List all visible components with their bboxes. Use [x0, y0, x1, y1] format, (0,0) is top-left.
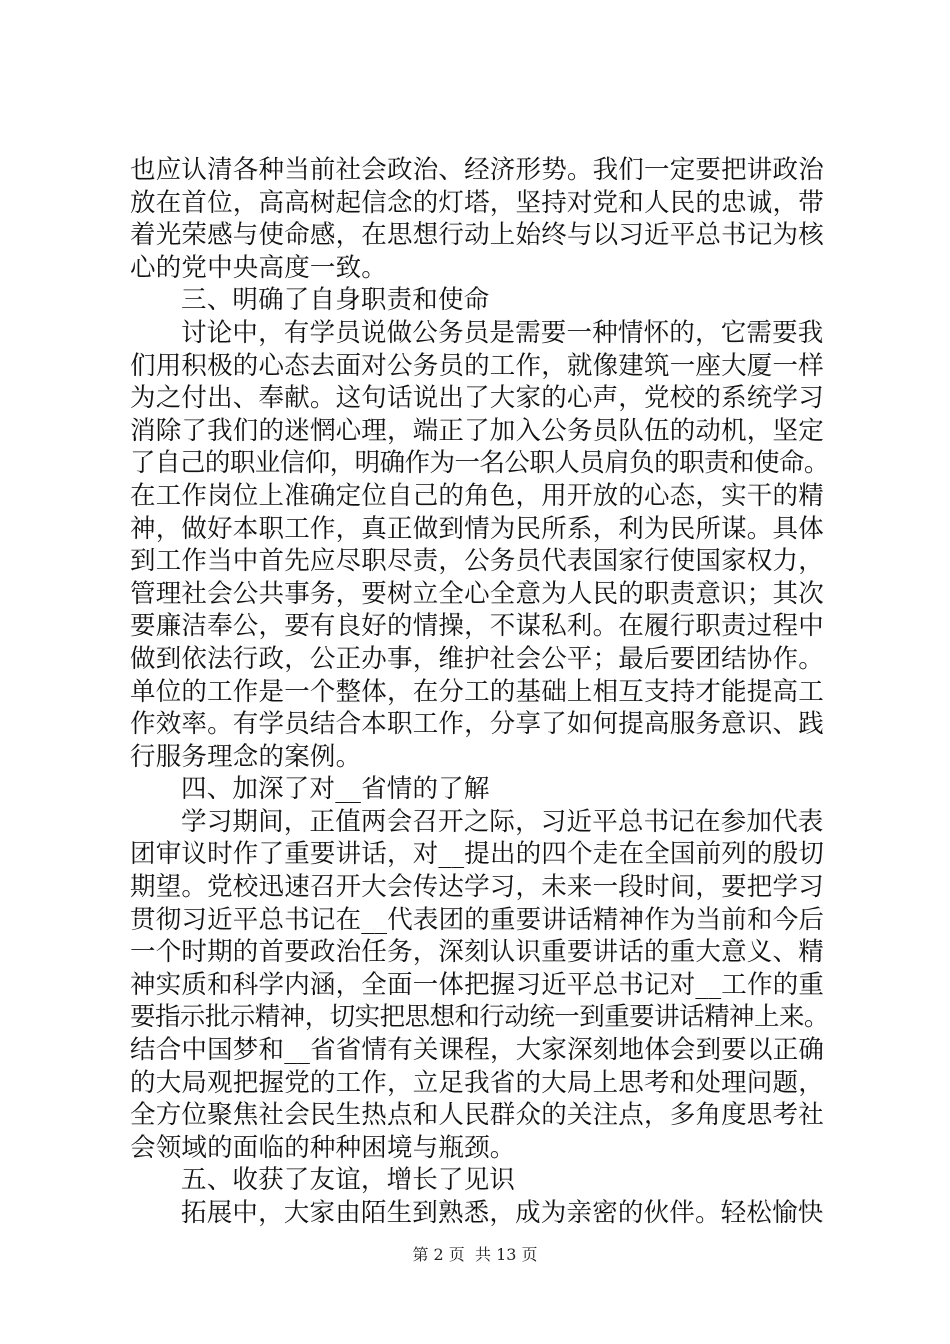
text-line: 为之付出、奉献。这句话说出了大家的心声，党校的系统学习: [130, 383, 824, 414]
text-line: 行服务理念的案例。: [130, 741, 362, 772]
section-heading: 四、加深了对__省情的了解: [181, 774, 490, 805]
text-line: 拓展中，大家由陌生到熟悉，成为亲密的伙伴。轻松愉快: [181, 1198, 824, 1228]
page-footer: [0, 1242, 950, 1265]
text-line: 一个时期的首要政治任务，深刻认识重要讲话的重大意义、精: [130, 937, 824, 968]
text-line: 神，做好本职工作，真正做到情为民所系，利为民所谋。具体: [130, 513, 824, 544]
text-line: 了自己的职业信仰，明确作为一名公职人员肩负的职责和使命。: [130, 448, 829, 479]
document-body: [130, 154, 830, 1230]
section-heading: 三、明确了自身职责和使命: [181, 285, 490, 316]
text-line: 管理社会公共事务，要树立全心全意为人民的职责意识；其次: [130, 578, 824, 609]
page-number: 第 2 页: [412, 1245, 465, 1264]
text-line: 贯彻习近平总书记在__代表团的重要讲话精神作为当前和今后: [130, 904, 825, 935]
text-line: 学习期间，正值两会召开之际，习近平总书记在参加代表: [181, 806, 824, 837]
text-line: 会领域的面临的种种困境与瓶颈。: [130, 1132, 516, 1163]
text-line: 期望。党校迅速召开大会传达学习，未来一段时间，要把学习: [130, 872, 824, 903]
text-line: 讨论中，有学员说做公务员是需要一种情怀的，它需要我: [181, 317, 824, 348]
text-line: 到工作当中首先应尽职尽责，公务员代表国家行使国家权力，: [130, 546, 824, 577]
text-line: 心的党中央高度一致。: [130, 252, 388, 283]
text-line: 要指示批示精神，切实把思想和行动统一到重要讲话精神上来。: [130, 1002, 829, 1033]
text-line: 全方位聚焦社会民生热点和人民群众的关注点，多角度思考社: [130, 1100, 824, 1131]
text-line: 团审议时作了重要讲话，对__提出的四个走在全国前列的殷切: [130, 839, 825, 870]
text-line: 作效率。有学员结合本职工作，分享了如何提高服务意识、践: [130, 709, 824, 740]
text-line: 的大局观把握党的工作，立足我省的大局上思考和处理问题，: [130, 1067, 824, 1098]
text-line: 消除了我们的迷惘心理，端正了加入公务员队伍的动机，坚定: [130, 415, 824, 446]
text-line: 在工作岗位上准确定位自己的角色，用开放的心态，实干的精: [130, 480, 824, 511]
text-line: 也应认清各种当前社会政治、经济形势。我们一定要把讲政治: [130, 155, 824, 185]
text-line: 要廉洁奉公，要有良好的情操，不谋私利。在履行职责过程中: [130, 611, 824, 642]
text-line: 做到依法行政，公正办事，维护社会公平；最后要团结协作。: [130, 643, 824, 674]
text-line: 神实质和科学内涵，全面一体把握习近平总书记对__工作的重: [130, 969, 825, 1000]
text-line: 们用积极的心态去面对公务员的工作，就像建筑一座大厦一样: [130, 350, 824, 381]
text-line: 单位的工作是一个整体，在分工的基础上相互支持才能提高工: [130, 676, 824, 707]
text-line: 结合中国梦和__省省情有关课程，大家深刻地体会到要以正确: [130, 1035, 825, 1066]
section-heading: 五、收获了友谊，增长了见识: [181, 1165, 516, 1196]
page-total: 共 13 页: [474, 1245, 538, 1264]
text-line: 放在首位，高高树起信念的灯塔，坚持对党和人民的忠诚，带: [130, 187, 824, 218]
text-line: 着光荣感与使命感，在思想行动上始终与以习近平总书记为核: [130, 220, 824, 251]
